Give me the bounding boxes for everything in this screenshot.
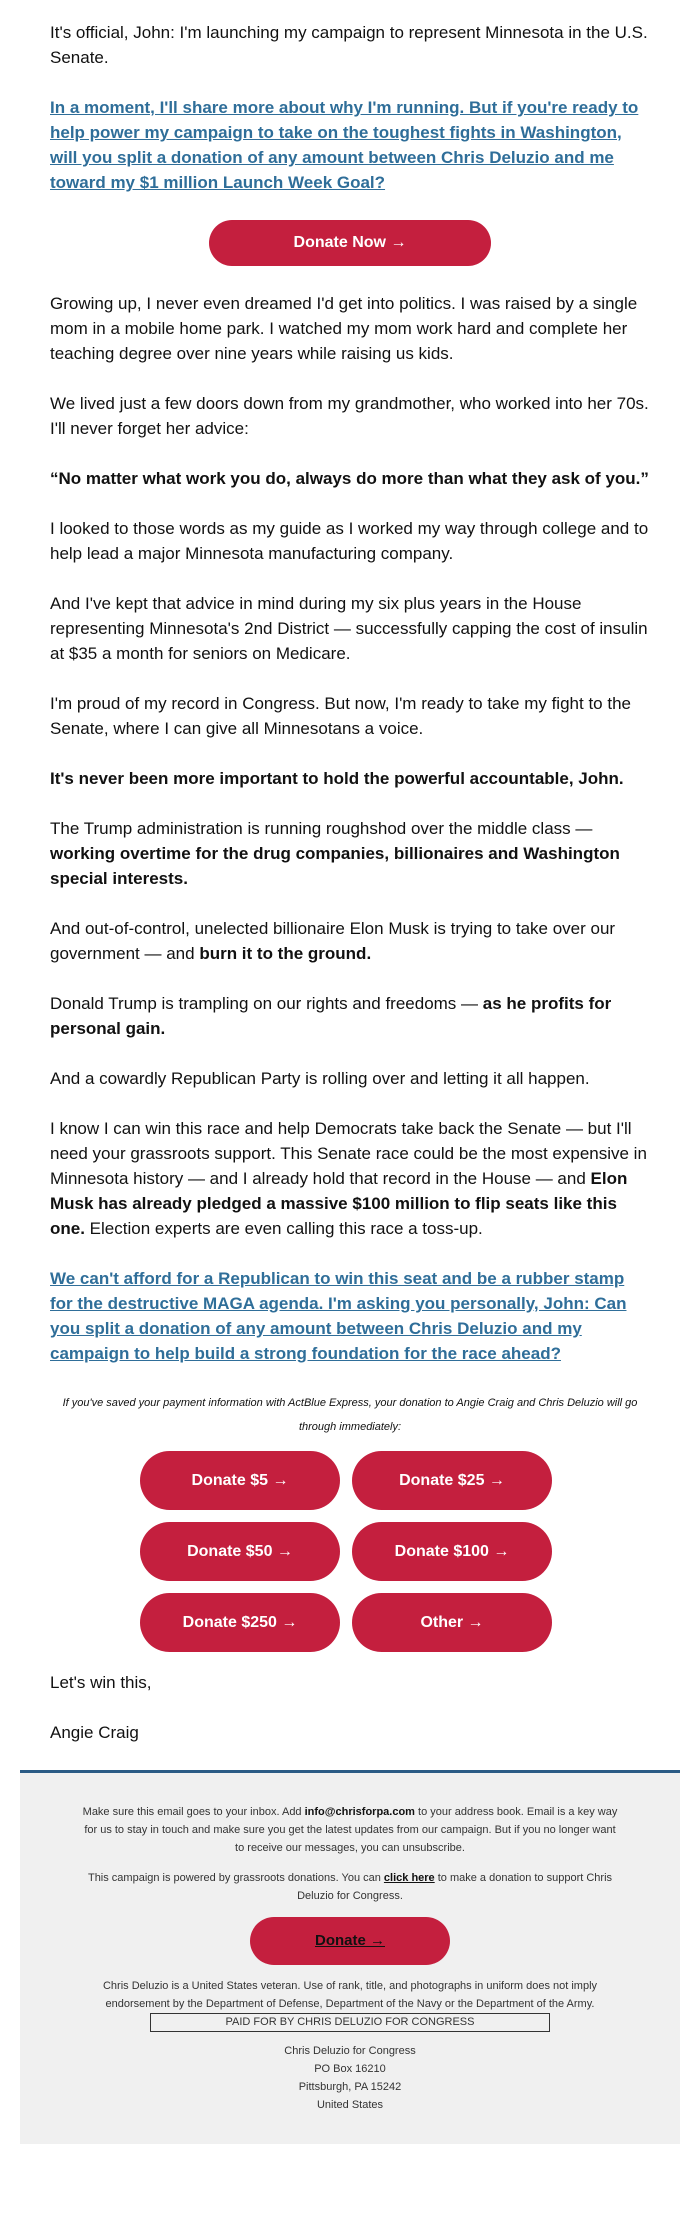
donate-now-wrap — [50, 220, 650, 266]
paragraph-grandmother: We lived just a few doors down from my grandmother, who worked into her 70s. I'll never forget her advice: — [50, 394, 649, 438]
intro-paragraph: It's official, John: I'm launching my campaign to represent Minnesota in the U.S. Senate. — [50, 23, 648, 67]
trump-admin-text: The Trump administration is running roughshod over the middle class — — [50, 819, 593, 838]
donate-now-button[interactable]: Donate Now → — [209, 220, 491, 266]
donate-other-button[interactable]: Other → — [352, 1593, 552, 1652]
address-line: PO Box 16210 — [314, 2063, 386, 2075]
donate-100-button[interactable]: Donate $100 → — [352, 1522, 552, 1581]
inbox-email: info@chrisforpa.com — [304, 1806, 415, 1818]
donate-25-button[interactable]: Donate $25 → — [352, 1451, 552, 1510]
paragraph-guide: I looked to those words as my guide as I worked my way through college and to help lead a major Minnesota manufacturing company. — [50, 519, 649, 563]
actblue-express-note: If you've saved your payment information with ActBlue Express, your donation to Angie Craig and Chris Deluzio will go through immediately: — [62, 1397, 638, 1433]
veteran-disclaimer: Chris Deluzio is a United States veteran. Use of rank, title, and photographs in uniform does not imply endorsement by the Department of Defense, Department of the Navy or the Department of the Army. — [102, 1980, 598, 2010]
email-footer — [20, 1770, 680, 2144]
inbox-notice — [80, 1803, 620, 1857]
paid-for-by-box: PAID FOR BY CHRIS DELUZIO FOR CONGRESS — [150, 2013, 550, 2032]
trump-admin-bold: working overtime for the drug companies, billionaires and Washington special interests. — [50, 844, 620, 888]
grandmother-quote: “No matter what work you do, always do more than what they ask of you.” — [50, 469, 649, 488]
address-line: United States — [316, 2099, 384, 2111]
paragraph-win-race — [50, 1116, 650, 1241]
footer-donate-button[interactable]: Donate → — [250, 1917, 450, 1965]
donation-ask-link[interactable]: In a moment, I'll share more about why I'm running. But if you're ready to help power my campaign to take on the toughest fights in Washington, will you split a donation of any amount between Chris Deluzio and me toward my $1 million Launch Week Goal? — [50, 98, 639, 192]
paragraph-proud: I'm proud of my record in Congress. But now, I'm ready to take my fight to the Senate, where I can give all Minnesotans a voice. — [50, 694, 631, 738]
inbox-text-b: to your address book. Email is a key way for us to stay in touch and make sure you get the latest updates from our campaign. But if you no longer want to receive our messages, you can unsubscribe. — [84, 1806, 618, 1854]
signoff: Let's win this, — [50, 1673, 152, 1692]
donate-250-button[interactable]: Donate $250 → — [140, 1593, 340, 1652]
inbox-text-a: Make sure this email goes to your inbox. Add — [82, 1806, 305, 1818]
paragraph-house-record: And I've kept that advice in mind during my six plus years in the House representing Minnesota's 2nd District — successfully capping the cost of insulin at $35 a month for seniors on Medicare. — [50, 594, 648, 663]
signature: Angie Craig — [50, 1723, 139, 1742]
donation-amount-grid — [140, 1451, 560, 1652]
donate-50-button[interactable]: Donate $50 → — [140, 1522, 340, 1581]
paragraph-accountable: It's never been more important to hold the powerful accountable, John. — [50, 769, 624, 788]
powered-notice — [80, 1869, 620, 1905]
paragraph-gop: And a cowardly Republican Party is rolling over and letting it all happen. — [50, 1069, 590, 1088]
powered-text-b: to make a donation to support Chris Deluzio for Congress. — [297, 1872, 613, 1902]
paragraph-trump-admin — [50, 816, 650, 891]
musk-text: And out-of-control, unelected billionaire Elon Musk is trying to take over our government — and — [50, 919, 616, 963]
win-race-tail: Election experts are even calling this race a toss-up. — [84, 1219, 483, 1238]
rights-bold: as he profits for personal gain. — [50, 994, 612, 1038]
rights-text: Donald Trump is trampling on our rights and freedoms — — [50, 994, 483, 1013]
win-race-text: I know I can win this race and help Democrats take back the Senate — but I'll need your grassroots support. This Senate race could be the most expensive in Minnesota history — and I already hold that record in the House — and — [50, 1119, 647, 1188]
donate-5-button[interactable]: Donate $5 → — [140, 1451, 340, 1510]
musk-bold: burn it to the ground. — [199, 944, 372, 963]
powered-text-a: This campaign is powered by grassroots donations. You can — [87, 1872, 384, 1884]
second-donation-ask-link[interactable]: We can't afford for a Republican to win this seat and be a rubber stamp for the destructive MAGA agenda. I'm asking you personally, John: Can you split a donation of any amount between Chris Deluzio and my campaign to help build a strong foundation for the race ahead? — [50, 1269, 627, 1363]
paragraph-growing-up: Growing up, I never even dreamed I'd get into politics. I was raised by a single mom in a mobile home park. I watched my mom work hard and complete her teaching degree over nine years while raising us kids. — [50, 294, 638, 363]
click-here-link[interactable]: click here — [383, 1872, 435, 1884]
address-line: Pittsburgh, PA 15242 — [298, 2081, 402, 2093]
paragraph-rights — [50, 991, 650, 1041]
win-race-bold: Elon Musk has already pledged a massive $100 million to flip seats like this one. — [50, 1169, 628, 1238]
address-line: Chris Deluzio for Congress — [284, 2045, 416, 2057]
mailing-address — [80, 2042, 620, 2114]
paragraph-musk — [50, 916, 650, 966]
